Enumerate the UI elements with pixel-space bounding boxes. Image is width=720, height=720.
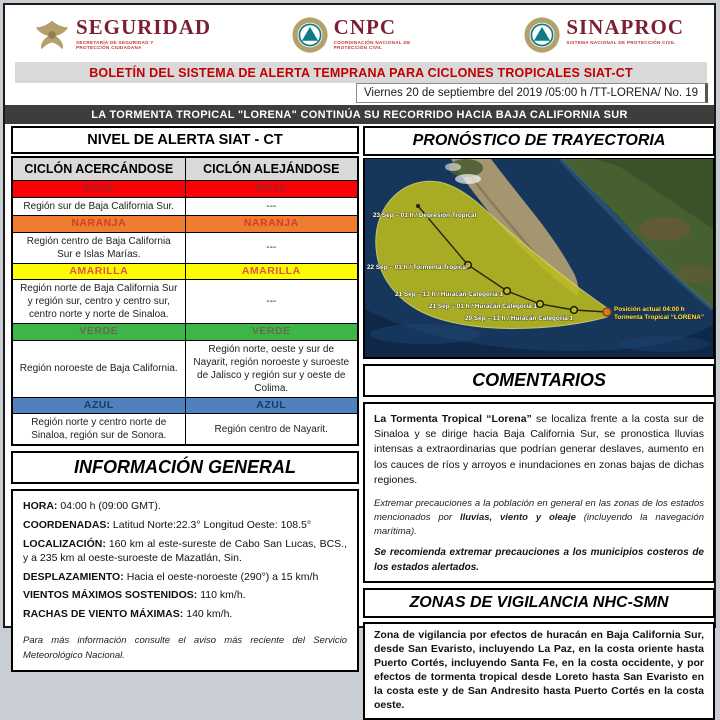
info-footnote: Para más información consulte el aviso más reciente del Servicio Meteorológico Nacional.	[23, 635, 347, 662]
region-cell: ---	[185, 232, 358, 263]
cnpc-logo-subtitle: COORDINACIÓN NACIONAL DE PROTECCIÓN CIVIL	[333, 39, 411, 51]
forecast-map-graphic	[365, 159, 713, 358]
forecast-title: PRONÓSTICO DE TRAYECTORIA	[363, 126, 715, 156]
level-name-cell: AMARILLA	[12, 263, 185, 280]
region-cell: Región noroeste de Baja California.	[12, 340, 185, 397]
level-name-cell: AZUL	[12, 397, 185, 414]
track-point-end	[416, 204, 420, 208]
region-row	[12, 280, 358, 324]
cloud	[445, 163, 461, 171]
left-column	[11, 126, 359, 672]
civil-protection-emblem-icon	[523, 16, 561, 54]
zones-body: Zona de vigilancia por efectos de huracán en Baja California Sur, desde San Evaristo, incluyendo La Paz, en la costa oriente hasta Puerto Cortés, incluyendo Santa Fe, en la costa occidente, y por efectos de tormenta tropical desde Loreto hasta San Evaristo en la costa este y de San Andresito hasta Puerto Cortés en la costa oeste.	[363, 622, 715, 719]
col-header-away: CICLÓN ALEJÁNDOSE	[185, 157, 358, 181]
comments-paragraph-1: La Tormenta Tropical “Lorena” se localiza frente a la costa sur de Sinaloa y se dirige hacia Baja California Sur, se pronostica lluvias intensas a extraordinarias que podrían generar deslaves, aumento en los cauces de ríos y arroyos e inundaciones en zonas bajas de dichas regiones.	[374, 413, 704, 486]
info-line-hora: HORA: 04:00 h (09:00 GMT).	[23, 500, 161, 513]
logo-header	[5, 5, 714, 60]
current-position-label: Tormenta Tropical “LORENA”	[614, 314, 705, 321]
comments-paragraph-3: Se recomienda extremar precauciones a los municipios costeros de los estados alertados.	[374, 547, 704, 573]
sinaproc-logo-subtitle: SISTEMA NACIONAL DE PROTECCIÓN CIVIL	[566, 39, 676, 45]
seguridad-logo-subtitle: SECRETARÍA DE SEGURIDAD Y PROTECCIÓN CIUDADANA	[76, 39, 154, 51]
bulletin-title: BOLETÍN DEL SISTEMA DE ALERTA TEMPRANA PARA CICLONES TROPICALES SIAT-CT	[15, 62, 707, 83]
level-row-amarilla	[12, 263, 358, 280]
track-label: 20 Sep – 13 h / Huracán Categoría 1	[465, 315, 573, 322]
level-name-cell: VERDE	[185, 324, 358, 341]
track-label: 22 Sep – 01 h / Tormenta Tropical	[367, 264, 468, 271]
region-cell: Región centro de Baja California Sur e Islas Marías.	[12, 232, 185, 263]
info-general-box	[11, 489, 359, 671]
current-position-point	[603, 308, 611, 316]
headline-bar: LA TORMENTA TROPICAL "LORENA" CONTINÚA SU RECORRIDO HACIA BAJA CALIFORNIA SUR	[5, 105, 714, 124]
level-name-cell: AZUL	[185, 397, 358, 414]
date-line: Viernes 20 de septiembre del 2019 /05:00 h /TT-LORENA/ No. 19	[356, 83, 708, 103]
region-row	[12, 197, 358, 215]
info-general-title: INFORMACIÓN GENERAL	[11, 451, 359, 484]
cnpc-logo-name: CNPC	[333, 14, 396, 39]
level-name-cell: ROJA	[12, 181, 185, 198]
level-row-naranja	[12, 215, 358, 232]
level-name-cell: NARANJA	[12, 215, 185, 232]
region-cell: Región centro de Nayarit.	[185, 414, 358, 446]
zones-title: ZONAS DE VIGILANCIA NHC-SMN	[363, 588, 715, 618]
info-line-coordenadas: COORDENADAS: Latitud Norte:22.3° Longitud Oeste: 108.5°	[23, 519, 312, 532]
current-position-label: Posición actual 04:00 h	[614, 306, 685, 313]
region-cell: Región norte y centro norte de Sinaloa, región sur de Sonora.	[12, 414, 185, 446]
level-name-cell: NARANJA	[185, 215, 358, 232]
track-point	[504, 288, 511, 295]
alert-table-header-row	[12, 157, 358, 181]
region-cell: Región norte, oeste y sur de Nayarit, región noroeste y suroeste de Jalisco y región sur y oeste de Colima.	[185, 340, 358, 397]
region-cell: ---	[185, 280, 358, 324]
region-cell: ---	[185, 197, 358, 215]
seguridad-logo-name: SEGURIDAD	[76, 14, 212, 39]
level-row-azul	[12, 397, 358, 414]
info-line-desplazamiento: DESPLAZAMIENTO: Hacia el oeste-noroeste (290°) a 15 km/h	[23, 570, 319, 583]
region-row	[12, 414, 358, 446]
track-point	[537, 301, 544, 308]
cnpc-logo	[291, 16, 444, 54]
forecast-track-map	[363, 158, 715, 359]
region-row	[12, 340, 358, 397]
track-label: 23 Sep – 01 h / Depresión Tropical	[373, 212, 477, 219]
level-name-cell: ROJA	[185, 181, 358, 198]
comments-paragraph-2: Extremar precauciones a la población en general en las zonas de los estados mencionados por lluvias, viento y oleaje (incluyendo la navegación marítima).	[374, 498, 704, 537]
civil-protection-emblem-icon	[291, 16, 329, 54]
comments-title: COMENTARIOS	[363, 364, 715, 397]
level-name-cell: AMARILLA	[185, 263, 358, 280]
level-row-verde	[12, 324, 358, 341]
region-cell: Región sur de Baja California Sur.	[12, 197, 185, 215]
alert-level-table	[11, 156, 359, 446]
info-line-vientos: VIENTOS MÁXIMOS SOSTENIDOS: 110 km/h.	[23, 589, 246, 602]
bulletin-document	[3, 3, 716, 711]
track-point	[571, 307, 578, 314]
info-line-rachas: RACHAS DE VIENTO MÁXIMAS: 140 km/h.	[23, 607, 233, 620]
sinaproc-logo-name: SINAPROC	[566, 14, 684, 39]
cloud	[455, 174, 481, 184]
col-header-approaching: CICLÓN ACERCÁNDOSE	[12, 157, 185, 181]
comments-box	[363, 402, 715, 583]
region-row	[12, 232, 358, 263]
level-name-cell: VERDE	[12, 324, 185, 341]
eagle-emblem-icon	[33, 16, 71, 54]
alert-table-title: NIVEL DE ALERTA SIAT - CT	[11, 126, 359, 154]
seguridad-logo	[33, 16, 211, 54]
info-line-localizacion: LOCALIZACIÓN: 160 km al este-sureste de Cabo San Lucas, BCS., y a 235 km al oeste-suroeste de Mazatlán, Sin.	[23, 537, 347, 564]
sinaproc-logo	[523, 16, 684, 54]
track-label: 21 Sep – 13 h / Huracán Categoría 1	[395, 291, 503, 298]
track-label: 21 Sep – 01 h / Huracán Categoría 1	[429, 303, 537, 310]
level-row-roja	[12, 181, 358, 198]
region-cell: Región norte de Baja California Sur y región sur, centro y centro sur, centro norte y norte de Sinaloa.	[12, 280, 185, 324]
right-column	[363, 126, 715, 720]
